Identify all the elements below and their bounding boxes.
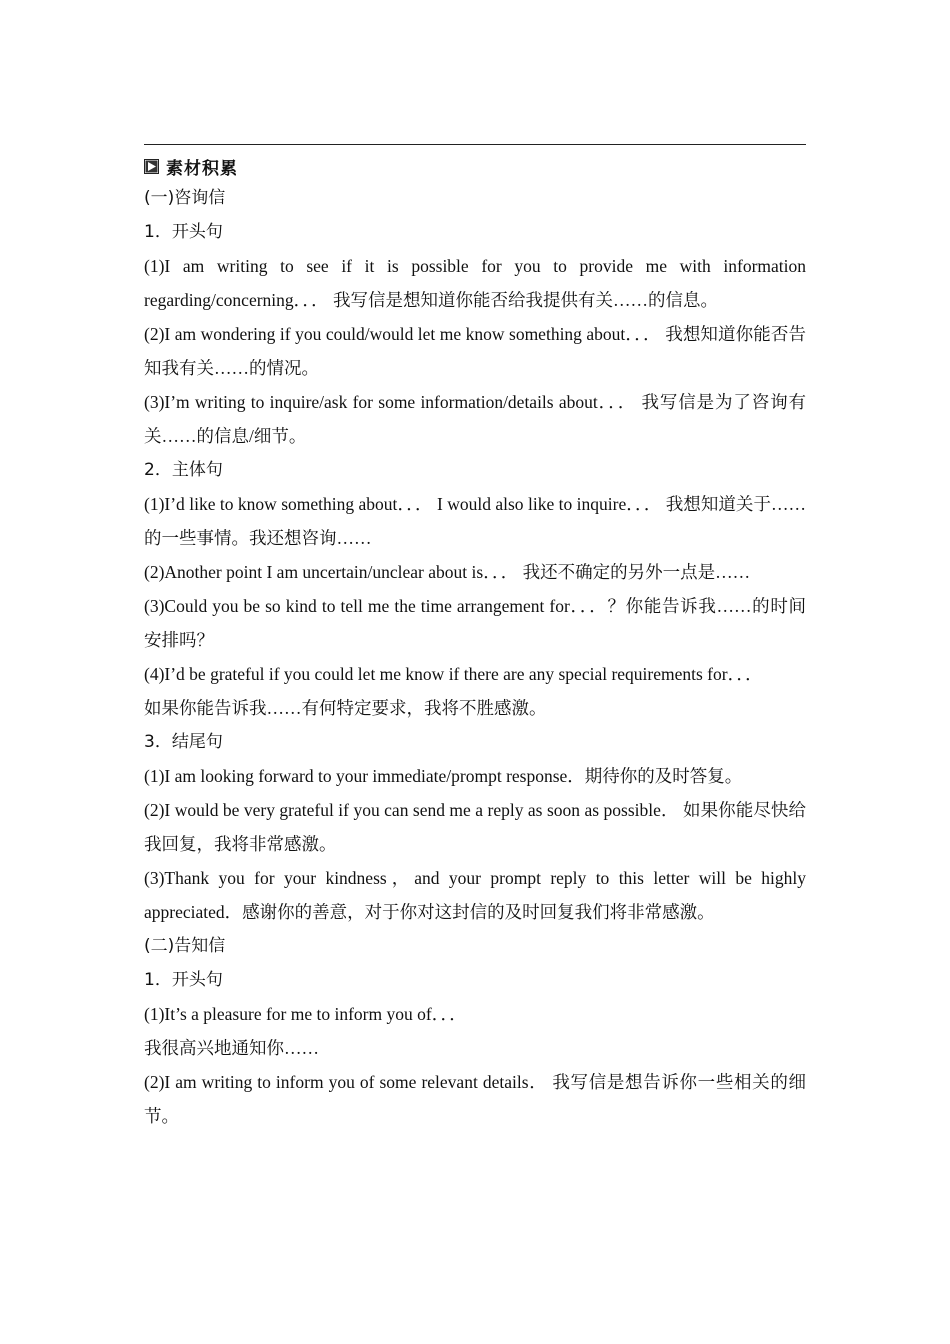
sentence-entry: (1)It’s a pleasure for me to inform you of．．． xyxy=(144,1004,467,1024)
sub-section-title: (一)咨询信 xyxy=(144,188,226,208)
sentence-entry: (3)Could you be so kind to tell me the time arrangement for．．．？你能告诉我……的时间安排吗？ xyxy=(144,596,806,650)
sentence-translation: 如果你能告诉我……有何特定要求，我将不胜感激。 xyxy=(144,698,547,718)
sentence-entry: (2)Another point I am uncertain/unclear about is．．． 我还不确定的另外一点是…… xyxy=(144,562,751,582)
group-heading: 1．开头句 xyxy=(144,970,223,990)
group-heading: 2．主体句 xyxy=(144,460,223,480)
sentence-entry: (3)Thank you for your kindness，and your prompt reply to this letter will be highly appreciated．感谢你的善意，对于你对这封信的及时回复我们将非常感激。 xyxy=(144,868,806,922)
sentence-entry: (1)I’d like to know something about．．． I would also like to inquire．．． 我想知道关于……的一些事情。我还想咨询…… xyxy=(144,494,806,548)
section-title xyxy=(144,151,806,181)
group-heading: 3．结尾句 xyxy=(144,732,223,752)
sentence-entry: (3)I’m writing to inquire/ask for some information/details about．．． 我写信是为了咨询有关……的信息/细节。 xyxy=(144,392,806,446)
play-triangle-icon xyxy=(144,159,159,174)
document-page xyxy=(144,0,806,1344)
sentence-entry: (1)I am looking forward to your immediate/prompt response．期待你的及时答复。 xyxy=(144,766,743,786)
sentence-entry: (4)I’d be grateful if you could let me know if there are any special requirements for．．． xyxy=(144,664,763,684)
sentence-entry: (2)I am writing to inform you of some relevant details． 我写信是想告诉你一些相关的细节。 xyxy=(144,1072,806,1126)
content xyxy=(144,151,806,1133)
sentence-translation: 我很高兴地通知你…… xyxy=(144,1038,319,1058)
group-heading: 1．开头句 xyxy=(144,222,223,242)
sentence-entry: (2)I would be very grateful if you can send me a reply as soon as possible． 如果你能尽快给我回复，我将非常感激。 xyxy=(144,800,806,854)
sub-section-title: (二)告知信 xyxy=(144,936,226,956)
header-rule xyxy=(144,144,806,145)
sentence-entry: (1)I am writing to see if it is possible for you to provide me with information regarding/concerning．．． 我写信是想知道你能否给我提供有关……的信息。 xyxy=(144,256,806,310)
section-title-text: 素材积累 xyxy=(166,158,238,179)
sentence-entry: (2)I am wondering if you could/would let me know something about．．． 我想知道你能否告知我有关……的情况。 xyxy=(144,324,806,378)
